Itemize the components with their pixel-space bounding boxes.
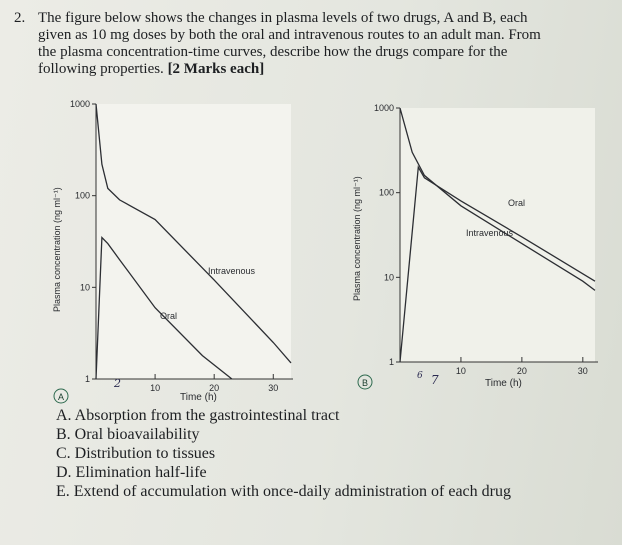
question-line-1: The figure below shows the changes in plasma levels of two drugs, A and B, each <box>38 10 528 26</box>
figB-ytick-label: 1000 <box>373 103 394 113</box>
figure-b-panel-label: B <box>362 378 369 388</box>
figA-ytick-label: 100 <box>74 190 90 201</box>
option-e: E. Extend of accumulation with once-daily administration of each drug <box>56 483 511 500</box>
figure-a-intravenous-label: Intravenous <box>208 266 256 276</box>
figure-a <box>38 94 308 411</box>
option-d: D. Elimination half-life <box>56 464 207 481</box>
handwritten-mark-2: 2 <box>114 377 121 390</box>
marks-label: [2 Marks each] <box>167 61 265 77</box>
question-line-3: the plasma concentration-time curves, describe how the drugs compare for the <box>38 44 508 60</box>
figure-a-panel-label: A <box>58 392 65 402</box>
figure-a-oral-label: Oral <box>160 311 178 321</box>
figure-b <box>340 96 610 401</box>
figure-b-ylabel: Plasma concentration (ng ml⁻¹) <box>352 176 362 301</box>
figA-ytick-label: 1000 <box>69 99 90 109</box>
question-line-4 <box>38 61 264 78</box>
figure-a-xlabel: Time (h) <box>180 392 217 403</box>
handwritten-mark-6: 6 <box>417 371 423 381</box>
option-b: B. Oral bioavailability <box>56 426 200 443</box>
figA-ytick-label: 10 <box>79 282 90 293</box>
figA-xtick-label: 30 <box>268 383 279 393</box>
figure-b-xlabel: Time (h) <box>485 378 522 389</box>
figB-ytick-label: 100 <box>378 187 394 198</box>
figure-b-plot <box>340 96 610 396</box>
figB-xtick-label: 20 <box>516 366 527 376</box>
handwritten-mark-7: 7 <box>431 373 439 387</box>
option-a: A. Absorption from the gastrointestinal tract <box>56 407 340 424</box>
figA-xtick-label: 20 <box>209 383 220 393</box>
figure-a-ylabel: Plasma concentration (ng ml⁻¹) <box>52 187 62 312</box>
figure-a-plot <box>38 94 308 406</box>
figB-ytick-label: 10 <box>383 272 394 283</box>
question-line-4-text: following properties. <box>38 61 164 77</box>
question-line-2: given as 10 mg doses by both the oral and intravenous routes to an adult man. From <box>38 27 541 43</box>
option-c: C. Distribution to tissues <box>56 445 216 462</box>
figure-a-plot-area <box>96 104 291 379</box>
figure-b-oral-label: Oral <box>508 198 526 208</box>
figA-ytick-label: 1 <box>84 374 90 384</box>
figB-xtick-label: 10 <box>455 366 466 376</box>
figB-xtick-label: 30 <box>577 366 588 376</box>
question-number: 2. <box>14 10 26 26</box>
figure-b-intravenous-label: Intravenous <box>466 228 514 238</box>
figB-ytick-label: 1 <box>388 357 394 367</box>
figA-xtick-label: 10 <box>150 383 161 393</box>
